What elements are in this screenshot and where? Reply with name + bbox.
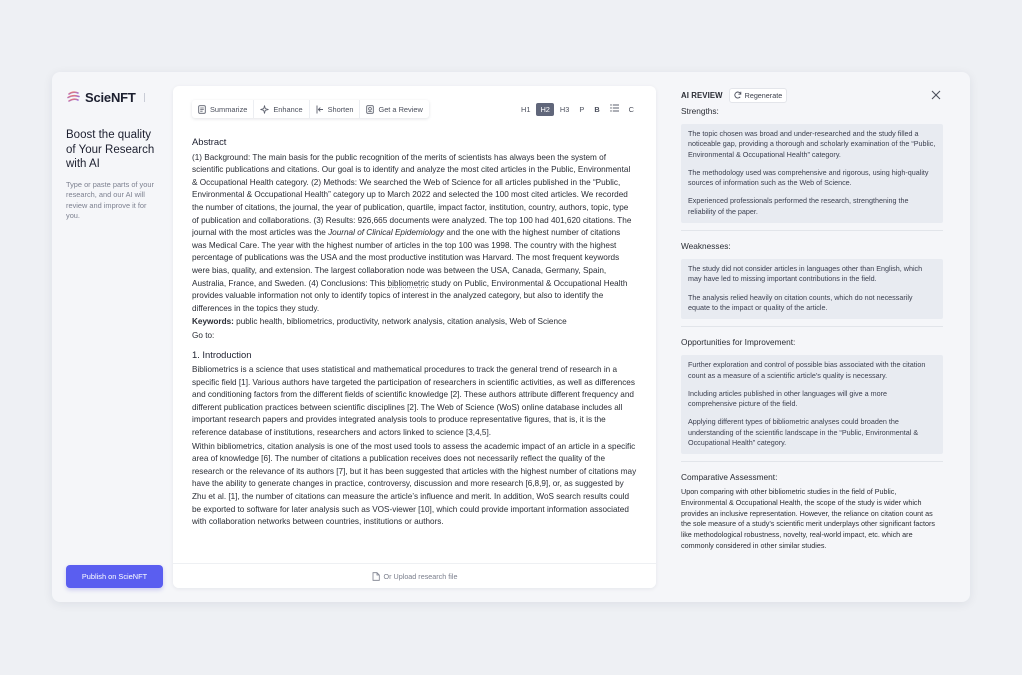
list-icon[interactable] [606,102,623,116]
ai-tools-group [192,100,429,118]
strength-item: Experienced professionals performed the research, strengthening the reliability of the paper. [688,196,909,216]
publish-button[interactable]: Publish on ScieNFT [66,565,163,588]
weakness-item: The study did not consider articles in languages other than English, which may have led to missing important contributions in the field. [688,264,923,284]
strength-item: The methodology used was comprehensive and rigorous, using high-quality sources of information such as the Web of Science. [688,167,929,188]
format-h1-button[interactable]: H1 [521,104,531,114]
review-title: AI REVIEW [681,90,723,100]
format-h3-button[interactable]: H3 [559,104,570,114]
summarize-label: Summarize [210,104,248,114]
app-description: Type or paste parts of your research, and our AI will review and improve it for you. [66,179,154,220]
comparative-text: Upon comparing with other bibliometric studies in the field of Public, Environmental & Occupational Health, the scope of the study is wider which provides an inclusive representation. However, the reliance on citation count as the sole measure of a study’s scientific merit underplays other significant factors like methodological robustness, novelty, real-world impact, etc. which are commonly considered in other similar studies. [681,487,935,550]
logo-divider [144,93,145,102]
opportunity-item: Including articles published in other languages will give a more comprehensive picture of the field. [688,388,887,409]
format-tools [517,102,638,116]
intro-paragraph-1: Bibliometrics is a science that uses statistical and mathematical procedures to track the general trend of research in a specific field [1]. Various authors have targeted the participation of researchers in scientific activities, as well as differences and conditioning factors from the different fields of scientific knowledge [2]. These authors attribute different frequency and different publication practices between scientific disciplines [2]. The Web of Science (WoS) online database includes all important research papers and provides integrated analysis tools to produce representative figures, that is, it is the reference database of institutions, researchers and actors linked to science [3,4,5]. [192,365,635,438]
refresh-icon [734,91,742,99]
introduction-heading: 1. Introduction [192,348,252,360]
editor-toolbar [192,100,638,118]
upload-file-button[interactable] [173,563,656,588]
review-header [681,88,943,102]
goto-line: Go to: [192,330,215,340]
logo-text: ScieNFT [85,89,136,105]
keywords-line: Keywords: public health, bibliometrics, productivity, network analysis, citation analysis, Web of Science [192,317,567,327]
tagline: Boost the quality of Your Research with AI [66,129,155,170]
scienft-logo-icon [66,90,81,104]
divider [681,230,943,231]
document-content[interactable] [192,136,637,564]
abstract-paragraph: (1) Background: The main basis for the public recognition of the merits of scientists has always been the system of scientific publications and citations. Our goal is to identify and analyze the most cited articles in the Public, Environmental & Occupational Health category. (2) Methods: We searched the Web of Science for all articles published in the “Public, Environmental & Occupational Health” category up to March 2022 and selected the 100 most cited articles. We recorded the number of citations, the journal, the year of publication, quartile, impact factor, institution, country, authors, topic, type of publication and collaborations. (3) Results: 926,665 documents were analyzed. The top 100 had 401,620 citations. The journal with the most articles was the Journal of Clinical Epidemiology and the one with the highest number of citations was Medical Care. The year with the highest number of articles in the top 100 was 1998. The country with the highest percentage of publications was the USA and the most productive institution was Harvard. The most frequent keywords were bias, quality, and extension. The largest collaboration node was between the USA, Canada, Germany, Spain, Australia, France, and Sweden. (4) Conclusions: This bibliometric study on Public, Environmental & Occupational Health provides valuable information not only to identify topics of interest in the analyzed category, but also to identify the differences in the topics they study. [192,152,632,313]
get-review-button[interactable] [359,100,428,118]
format-paragraph-button[interactable]: P [579,104,585,114]
regenerate-label: Regenerate [744,90,783,100]
weaknesses-title: Weaknesses: [681,241,731,252]
enhance-label: Enhance [273,104,303,114]
summarize-button[interactable] [192,100,253,118]
logo[interactable] [66,88,166,106]
strengths-box [681,124,943,223]
format-bold-button[interactable]: B [594,104,600,114]
regenerate-button[interactable] [729,88,788,103]
weakness-item: The analysis relied heavily on citation counts, which do not necessarily equate to the impact or quality of the article. [688,292,913,312]
document-icon [198,105,206,114]
review-document-icon [366,105,374,114]
close-icon[interactable] [931,90,941,100]
opportunity-item: Further exploration and control of possible bias associated with the citation count as a measure of a scientific article’s quality is necessary. [688,360,926,380]
divider [681,461,943,462]
sparkle-icon [260,105,269,114]
app-window [52,72,970,602]
divider [681,326,943,327]
ai-review-panel [681,88,943,588]
intro-paragraph-2: Within bibliometrics, citation analysis is one of the most used tools to assess the academic impact of an article in a specific area of knowledge [6]. The number of citations a publication receives does not necessarily reflect the quality of the research or the relevance of its authors [7], but it has been suggested that articles with the highest number of citations may have the ability to generate changes in practice, controversy, discussion and more research [6,8,9], or, as suggested by Zhu et al. [1], the number of citations can measure the article’s influence and merit. In addition, WoS search results could be exported to software for later analysis such as VOS-viewer [10], which could provide important information associated with collaboration networks between countries, institutions or authors. [192,441,637,527]
format-h2-button[interactable]: H2 [536,103,553,116]
get-review-label: Get a Review [378,104,423,114]
abstract-heading: Abstract [192,136,227,147]
strengths-title: Strengths: [681,106,719,116]
spellcheck-word: bibliometric [387,278,429,288]
opportunities-box [681,355,943,454]
editor-panel [173,86,656,588]
enhance-button[interactable] [253,100,308,118]
journal-name: Journal of Clinical Epidemiology [328,228,445,238]
weaknesses-box [681,259,943,319]
shorten-icon [316,105,324,114]
strength-item: The topic chosen was broad and under-researched and the study filled a noticeable gap, providing a thorough and scholarly examination of the “Public, Environmental & Occupational Health” category. [688,129,936,159]
shorten-label: Shorten [327,104,354,114]
upload-label: Or Upload research file [383,571,458,581]
comparative-title: Comparative Assessment: [681,472,778,483]
shorten-button[interactable] [309,100,360,118]
file-icon [372,572,380,581]
format-code-button[interactable]: C [628,104,634,114]
left-panel [66,88,166,588]
opportunities-title: Opportunities for Improvement: [681,337,796,348]
opportunity-item: Applying different types of bibliometric analyses could broaden the understanding of the scientific landscape in the “Public, Environmental & Occupational Health” category. [688,417,919,448]
